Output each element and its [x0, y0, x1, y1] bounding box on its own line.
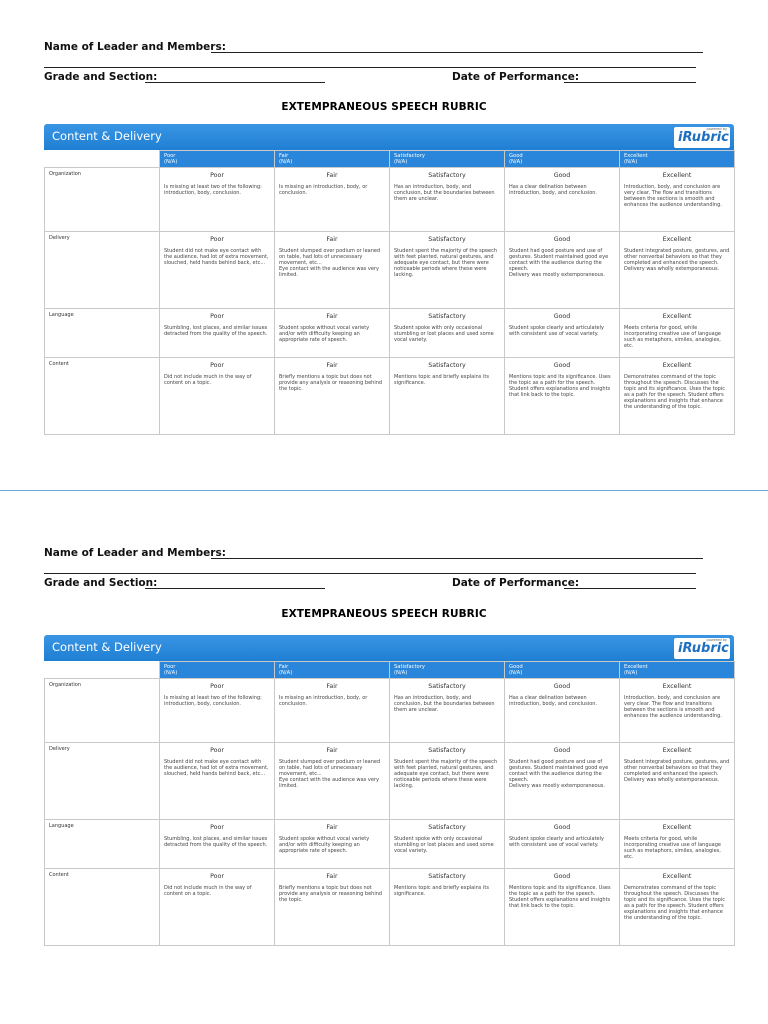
level-name: Excellent — [624, 664, 648, 670]
criterion-row-language — [45, 820, 735, 869]
criterion-row-content — [45, 358, 735, 435]
cell-desc: Has an introduction, body, and conclusion, but the boundaries between them are unclear. — [394, 184, 495, 203]
cell-title: Fair — [326, 172, 338, 179]
cell-desc: Mentions topic and its significance. Uses the topic as a path for the speech. Student offers explanations and insights that link back to the topic. — [509, 374, 611, 399]
cell-desc-extra: Delivery was mostly extemporaneous. — [509, 272, 605, 279]
rubric-cell[interactable] — [160, 869, 275, 946]
level-header-fair — [275, 662, 390, 679]
cell-desc: Introduction, body, and conclusion are very clear. The flow and transitions between the sections is smooth and enhances the audience understanding. — [624, 184, 722, 209]
leader-field — [44, 41, 226, 53]
logo-powered-by: powered by — [706, 127, 727, 131]
cell-title: Good — [553, 747, 571, 754]
corner-cell — [45, 151, 160, 168]
cell-desc: Student did not make eye contact with the audience, had lot of extra movement, slouched, held hands behind back, etc... — [164, 248, 269, 267]
cell-desc: Student had good posture and use of gestures. Student maintained good eye contact with the audience during the speech. — [509, 759, 609, 784]
members-input-line[interactable] — [44, 67, 696, 68]
criterion-label: Delivery — [45, 743, 160, 820]
rubric-table — [44, 635, 734, 946]
cell-title: Satisfactory — [428, 362, 466, 369]
leader-label: Name of Leader and Members: — [44, 41, 226, 53]
cell-desc: Meets criteria for good, while incorporating creative use of language such as metaphors, similes, analogies, etc. — [624, 325, 721, 350]
cell-title: Poor — [210, 172, 224, 179]
page-divider — [0, 490, 768, 491]
cell-title: Good — [553, 362, 571, 369]
cell-desc: Stumbling, lost places, and similar issues detracted from the quality of the speech. — [164, 836, 268, 849]
criterion-row-content — [45, 869, 735, 946]
rubric-cell[interactable] — [160, 743, 275, 820]
date-label: Date of Performance: — [452, 71, 580, 83]
level-name: Good — [509, 153, 523, 159]
cell-desc: Demonstrates command of the topic throughout the speech. Discusses the topic and its significance. Uses the topic as a path for the speech. Student offers explanations and insights that enhance the understanding of the topic. — [624, 374, 725, 411]
cell-desc: Is missing an introduction, body, or conclusion. — [279, 695, 368, 708]
cell-desc: Did not include much in the way of content on a topic. — [164, 374, 252, 387]
level-name: Satisfactory — [394, 153, 425, 159]
date-input-line[interactable] — [564, 82, 696, 83]
rubric-cell[interactable] — [275, 820, 390, 869]
rubric-cell[interactable] — [620, 232, 735, 309]
cell-title: Poor — [210, 236, 224, 243]
cell-desc: Student integrated posture, gestures, and other nonverbal behaviors so that they completed and enhanced the speech. — [624, 759, 730, 778]
cell-title: Good — [553, 313, 571, 320]
rubric-cell[interactable] — [620, 869, 735, 946]
cell-title: Excellent — [662, 236, 692, 243]
cell-title: Poor — [210, 362, 224, 369]
cell-desc: Student spoke without vocal variety and/or with difficulty keeping an appropriate rate of speech. — [279, 836, 370, 855]
rubric-cell[interactable] — [390, 743, 505, 820]
section-title: Content & Delivery — [52, 640, 162, 654]
cell-title: Poor — [210, 824, 224, 831]
cell-desc: Student spoke with only occasional stumbling or lost places and used some vocal variety. — [394, 325, 494, 344]
cell-title: Good — [553, 683, 571, 690]
level-points: (N/A) — [509, 670, 523, 676]
cell-desc: Student spoke clearly and articulately with consistent use of vocal variety. — [509, 325, 604, 338]
leader-field — [44, 547, 226, 559]
rubric-cell[interactable] — [160, 309, 275, 358]
cell-title: Good — [553, 172, 571, 179]
cell-desc: Student spoke without vocal variety and/or with difficulty keeping an appropriate rate of speech. — [279, 325, 370, 344]
cell-desc: Is missing at least two of the following: introduction, body, conclusion. — [164, 184, 262, 197]
rubric-grid — [44, 150, 735, 435]
rubric-cell[interactable] — [505, 168, 620, 232]
cell-title: Good — [553, 873, 571, 880]
irubric-logo — [674, 127, 730, 148]
cell-desc: Student had good posture and use of gestures. Student maintained good eye contact with the audience during the speech. — [509, 248, 609, 273]
criterion-label: Language — [45, 309, 160, 358]
cell-desc: Student spoke clearly and articulately with consistent use of vocal variety. — [509, 836, 604, 849]
cell-desc-extra: Delivery was wholly extemporaneous. — [624, 266, 720, 273]
rubric-cell[interactable] — [160, 358, 275, 435]
rubric-cell[interactable] — [505, 679, 620, 743]
level-name: Poor — [164, 153, 176, 159]
level-header-excellent — [620, 151, 735, 168]
rubric-cell[interactable] — [390, 309, 505, 358]
level-name: Fair — [279, 153, 289, 159]
rubric-cell[interactable] — [275, 168, 390, 232]
rubric-grid — [44, 661, 735, 946]
rubric-cell[interactable] — [505, 358, 620, 435]
cell-title: Satisfactory — [428, 172, 466, 179]
cell-desc: Mentions topic and briefly explains its significance. — [394, 885, 489, 898]
cell-title: Fair — [326, 683, 338, 690]
leader-label: Name of Leader and Members: — [44, 547, 226, 559]
cell-desc-extra: Eye contact with the audience was very limited. — [279, 266, 379, 279]
rubric-cell[interactable] — [390, 168, 505, 232]
level-name: Satisfactory — [394, 664, 425, 670]
cell-desc: Briefly mentions a topic but does not provide any analysis or reasoning behind the topic. — [279, 374, 383, 393]
cell-title: Satisfactory — [428, 873, 466, 880]
cell-title: Excellent — [662, 747, 692, 754]
cell-title: Fair — [326, 236, 338, 243]
rubric-cell[interactable] — [275, 309, 390, 358]
rubric-cell[interactable] — [390, 358, 505, 435]
cell-desc: Is missing at least two of the following: introduction, body, conclusion. — [164, 695, 262, 708]
leader-input-line[interactable] — [211, 558, 703, 559]
cell-title: Fair — [326, 362, 338, 369]
rubric-cell[interactable] — [620, 743, 735, 820]
level-header-excellent — [620, 662, 735, 679]
rubric-title: EXTEMPRANEOUS SPEECH RUBRIC — [281, 608, 487, 620]
rubric-cell[interactable] — [390, 869, 505, 946]
cell-desc: Has a clear delination between introduction, body, and conclusion. — [509, 184, 598, 197]
irubric-logo — [674, 638, 730, 659]
criterion-label: Organization — [45, 679, 160, 743]
grade-field — [44, 577, 157, 589]
level-points: (N/A) — [164, 159, 178, 165]
rubric-cell[interactable] — [275, 232, 390, 309]
criterion-label: Content — [45, 869, 160, 946]
rubric-cell[interactable] — [505, 232, 620, 309]
cell-desc: Student spoke with only occasional stumbling or lost places and used some vocal variety. — [394, 836, 494, 855]
levels-row — [45, 151, 735, 168]
corner-cell — [45, 662, 160, 679]
cell-desc: Demonstrates command of the topic throughout the speech. Discusses the topic and its significance. Uses the topic as a path for the speech. Student offers explanations and insights that enhance the understanding of the topic. — [624, 885, 725, 922]
logo-text: iRubric — [678, 130, 729, 145]
rubric-cell[interactable] — [390, 232, 505, 309]
rubric-cell[interactable] — [620, 679, 735, 743]
criterion-row-organization — [45, 679, 735, 743]
grade-field — [44, 71, 157, 83]
grade-input-line[interactable] — [145, 588, 325, 589]
level-header-satisfactory — [390, 151, 505, 168]
cell-desc: Has an introduction, body, and conclusion, but the boundaries between them are unclear. — [394, 695, 495, 714]
rubric-table — [44, 124, 734, 435]
leader-input-line[interactable] — [211, 52, 703, 53]
criterion-label: Organization — [45, 168, 160, 232]
cell-desc: Student did not make eye contact with the audience, had lot of extra movement, slouched, held hands behind back, etc... — [164, 759, 269, 778]
level-points: (N/A) — [624, 159, 638, 165]
rubric-cell[interactable] — [505, 820, 620, 869]
rubric-cell[interactable] — [275, 743, 390, 820]
cell-title: Excellent — [662, 824, 692, 831]
levels-row — [45, 662, 735, 679]
level-points: (N/A) — [279, 670, 293, 676]
criterion-label: Content — [45, 358, 160, 435]
rubric-cell[interactable] — [620, 309, 735, 358]
date-input-line[interactable] — [564, 588, 696, 589]
rubric-cell[interactable] — [160, 820, 275, 869]
logo-powered-by: powered by — [706, 638, 727, 642]
rubric-form-bottom — [0, 547, 768, 1007]
cell-desc: Student integrated posture, gestures, and other nonverbal behaviors so that they completed and enhanced the speech. — [624, 248, 730, 267]
grade-input-line[interactable] — [145, 82, 325, 83]
rubric-cell[interactable] — [505, 309, 620, 358]
cell-title: Poor — [210, 873, 224, 880]
date-field — [452, 71, 579, 83]
grade-label: Grade and Section: — [44, 71, 158, 83]
rubric-cell[interactable] — [275, 679, 390, 743]
criterion-row-delivery — [45, 232, 735, 309]
level-header-poor — [160, 662, 275, 679]
logo-text: iRubric — [678, 641, 729, 656]
criterion-row-organization — [45, 168, 735, 232]
cell-title: Fair — [326, 873, 338, 880]
cell-desc: Student spent the majority of the speech with feet planted, natural gestures, and adequate eye contact, but there were noticeable periods where these were lacking. — [394, 759, 498, 790]
criterion-row-delivery — [45, 743, 735, 820]
cell-title: Excellent — [662, 362, 692, 369]
cell-desc: Did not include much in the way of content on a topic. — [164, 885, 252, 898]
cell-title: Satisfactory — [428, 824, 466, 831]
cell-desc: Is missing an introduction, body, or conclusion. — [279, 184, 368, 197]
rubric-header — [44, 124, 734, 150]
cell-desc: Has a clear delination between introduction, body, and conclusion. — [509, 695, 598, 708]
cell-title: Excellent — [662, 172, 692, 179]
cell-title: Satisfactory — [428, 683, 466, 690]
rubric-cell[interactable] — [390, 679, 505, 743]
cell-desc: Student slumped over podium or leaned on table, had lots of unnecessary movement, etc... — [279, 759, 381, 778]
cell-desc: Meets criteria for good, while incorporating creative use of language such as metaphors, similes, analogies, etc. — [624, 836, 721, 861]
cell-title: Good — [553, 824, 571, 831]
cell-title: Satisfactory — [428, 313, 466, 320]
rubric-cell[interactable] — [275, 358, 390, 435]
rubric-cell[interactable] — [275, 869, 390, 946]
criterion-label: Delivery — [45, 232, 160, 309]
cell-desc-extra: Delivery was mostly extemporaneous. — [509, 783, 605, 790]
cell-desc-extra: Delivery was wholly extemporaneous. — [624, 777, 720, 784]
rubric-header — [44, 635, 734, 661]
cell-desc: Student slumped over podium or leaned on table, had lots of unnecessary movement, etc... — [279, 248, 381, 267]
cell-title: Poor — [210, 683, 224, 690]
grade-label: Grade and Section: — [44, 577, 158, 589]
level-points: (N/A) — [164, 670, 178, 676]
section-title: Content & Delivery — [52, 129, 162, 143]
criterion-row-language — [45, 309, 735, 358]
date-field — [452, 577, 579, 589]
rubric-cell[interactable] — [620, 358, 735, 435]
cell-desc: Mentions topic and briefly explains its significance. — [394, 374, 489, 387]
level-name: Excellent — [624, 153, 648, 159]
rubric-title: EXTEMPRANEOUS SPEECH RUBRIC — [281, 101, 487, 113]
cell-title: Good — [553, 236, 571, 243]
level-name: Poor — [164, 664, 176, 670]
level-points: (N/A) — [279, 159, 293, 165]
level-points: (N/A) — [624, 670, 638, 676]
cell-desc: Mentions topic and its significance. Uses the topic as a path for the speech. Student offers explanations and insights that link back to the topic. — [509, 885, 611, 910]
level-points: (N/A) — [394, 159, 408, 165]
rubric-cell[interactable] — [160, 168, 275, 232]
cell-title: Excellent — [662, 313, 692, 320]
cell-desc: Introduction, body, and conclusion are very clear. The flow and transitions between the sections is smooth and enhances the audience understanding. — [624, 695, 722, 720]
rubric-form-top — [0, 36, 768, 496]
cell-title: Poor — [210, 313, 224, 320]
level-name: Good — [509, 664, 523, 670]
cell-desc: Briefly mentions a topic but does not provide any analysis or reasoning behind the topic. — [279, 885, 383, 904]
cell-title: Fair — [326, 824, 338, 831]
level-points: (N/A) — [509, 159, 523, 165]
members-input-line[interactable] — [44, 573, 696, 574]
cell-title: Poor — [210, 747, 224, 754]
level-header-good — [505, 662, 620, 679]
rubric-cell[interactable] — [620, 820, 735, 869]
level-name: Fair — [279, 664, 289, 670]
level-points: (N/A) — [394, 670, 408, 676]
rubric-cell[interactable] — [160, 232, 275, 309]
cell-desc: Student spent the majority of the speech with feet planted, natural gestures, and adequate eye contact, but there were noticeable periods where these were lacking. — [394, 248, 498, 279]
criterion-label: Language — [45, 820, 160, 869]
level-header-satisfactory — [390, 662, 505, 679]
rubric-cell[interactable] — [505, 743, 620, 820]
rubric-cell[interactable] — [620, 168, 735, 232]
cell-title: Fair — [326, 313, 338, 320]
cell-title: Fair — [326, 747, 338, 754]
cell-title: Satisfactory — [428, 236, 466, 243]
rubric-cell[interactable] — [160, 679, 275, 743]
cell-desc: Stumbling, lost places, and similar issues detracted from the quality of the speech. — [164, 325, 268, 338]
level-header-poor — [160, 151, 275, 168]
cell-title: Excellent — [662, 873, 692, 880]
cell-desc-extra: Eye contact with the audience was very limited. — [279, 777, 379, 790]
cell-title: Excellent — [662, 683, 692, 690]
level-header-fair — [275, 151, 390, 168]
date-label: Date of Performance: — [452, 577, 580, 589]
level-header-good — [505, 151, 620, 168]
cell-title: Satisfactory — [428, 747, 466, 754]
rubric-cell[interactable] — [505, 869, 620, 946]
rubric-cell[interactable] — [390, 820, 505, 869]
